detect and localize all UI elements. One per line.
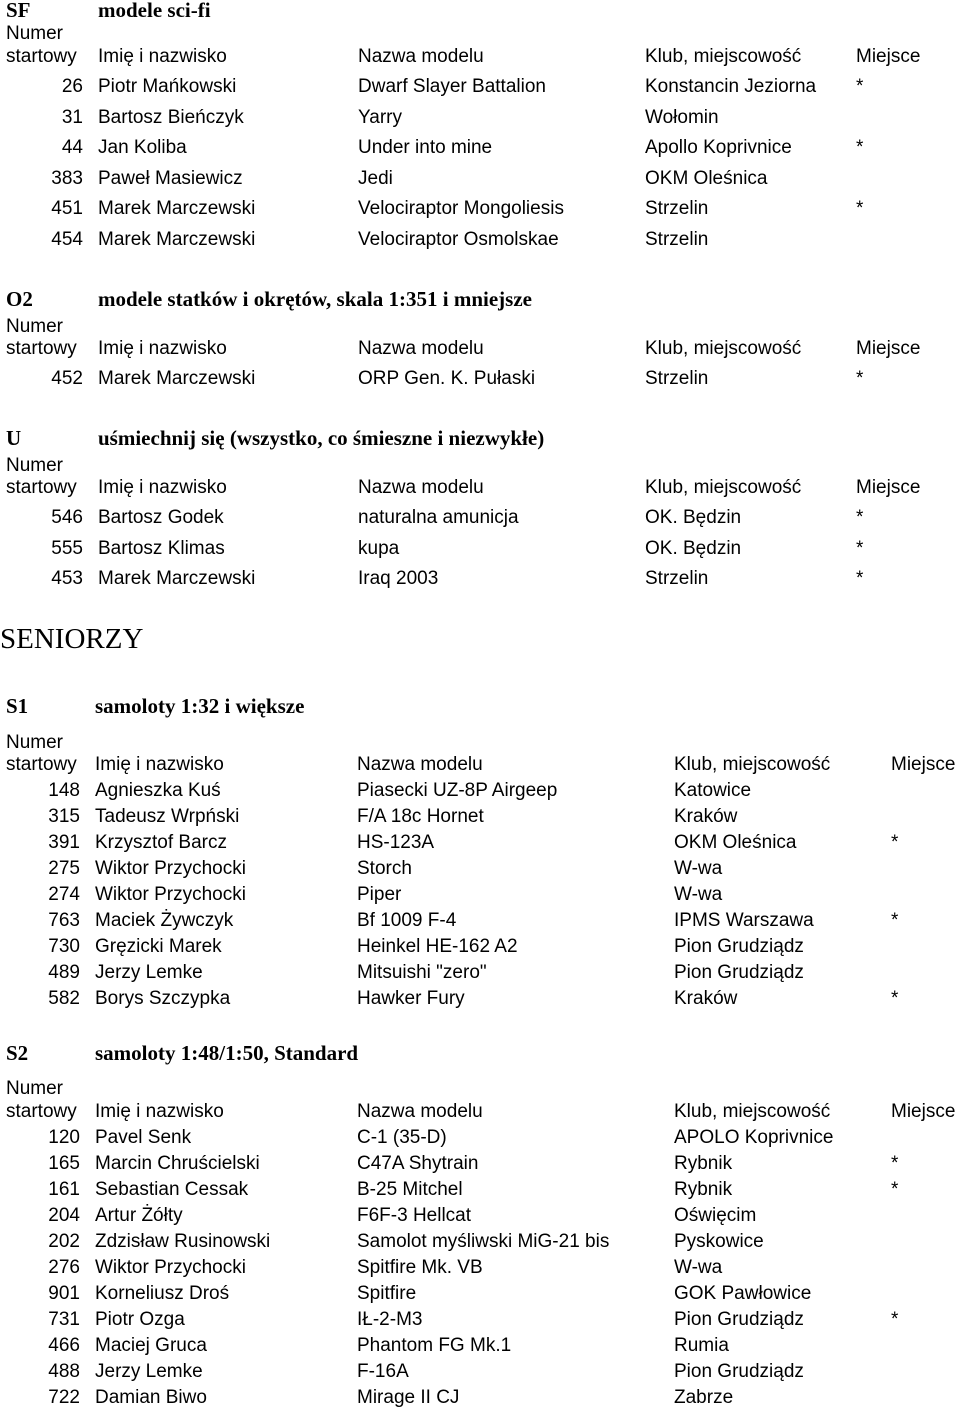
model-name: Phantom FG Mk.1 bbox=[357, 1335, 512, 1356]
model-name: naturalna amunicja bbox=[358, 507, 519, 528]
table-row bbox=[0, 1150, 960, 1178]
header-place: Miejsce bbox=[856, 477, 921, 498]
participant-name: Bartosz Godek bbox=[98, 507, 224, 528]
start-number: 383 bbox=[51, 167, 83, 189]
place-mark: * bbox=[856, 537, 864, 559]
header-place: Miejsce bbox=[891, 1101, 956, 1122]
model-name: Spitfire Mk. VB bbox=[357, 1257, 483, 1278]
header-place: Miejsce bbox=[856, 338, 921, 359]
start-number: 452 bbox=[51, 368, 83, 389]
model-name: Velociraptor Osmolskae bbox=[358, 229, 559, 250]
club-location: Wołomin bbox=[645, 106, 719, 128]
participant-name: Piotr Mańkowski bbox=[98, 76, 237, 97]
start-number: 488 bbox=[48, 1361, 80, 1382]
place-mark: * bbox=[856, 198, 864, 220]
participant-name: Bartosz Bieńczyk bbox=[98, 106, 244, 128]
category-title: samoloty 1:48/1:50, Standard bbox=[95, 1041, 359, 1065]
club-location: Pion Grudziądz bbox=[674, 936, 804, 957]
table-row bbox=[0, 226, 960, 254]
table-row bbox=[0, 365, 960, 393]
header-startowy: startowy bbox=[6, 46, 77, 67]
start-number: 161 bbox=[48, 1179, 80, 1200]
header-name: Imię i nazwisko bbox=[98, 46, 227, 67]
participant-name: Zdzisław Rusinowski bbox=[95, 1231, 271, 1252]
place-mark: * bbox=[856, 76, 864, 97]
header-name: Imię i nazwisko bbox=[95, 1101, 224, 1122]
table-row bbox=[0, 73, 960, 101]
place-mark: * bbox=[891, 832, 899, 853]
participant-name: Pavel Senk bbox=[95, 1127, 192, 1148]
model-name: C-1 (35-D) bbox=[357, 1127, 447, 1148]
place-mark: * bbox=[856, 368, 864, 389]
club-location: Rybnik bbox=[674, 1153, 733, 1174]
club-location: OK. Będzin bbox=[645, 537, 742, 559]
start-number: 763 bbox=[48, 910, 80, 931]
model-name: Jedi bbox=[358, 167, 393, 189]
header-startowy: startowy bbox=[6, 754, 77, 775]
club-location: Strzelin bbox=[645, 198, 709, 220]
participant-name: Maciek Żywczyk bbox=[95, 910, 234, 931]
club-location: Pion Grudziądz bbox=[674, 962, 804, 983]
participant-name: Paweł Masiewicz bbox=[98, 167, 243, 189]
table-row bbox=[0, 165, 960, 193]
model-name: B-25 Mitchel bbox=[357, 1179, 463, 1200]
participant-name: Wiktor Przychocki bbox=[95, 884, 246, 905]
header-model: Nazwa modelu bbox=[358, 477, 484, 498]
start-number: 26 bbox=[61, 76, 83, 97]
participant-name: Wiktor Przychocki bbox=[95, 1257, 246, 1278]
table-row bbox=[0, 1254, 960, 1282]
table-row bbox=[0, 907, 960, 935]
model-name: ORP Gen. K. Pułaski bbox=[358, 368, 536, 389]
model-name: F/A 18c Hornet bbox=[357, 806, 484, 827]
start-number: 202 bbox=[48, 1231, 80, 1252]
header-numer-label: Numer bbox=[6, 732, 64, 753]
start-number: 275 bbox=[48, 858, 80, 879]
model-name: Storch bbox=[357, 858, 412, 879]
participant-name: Tadeusz Wrpński bbox=[95, 806, 240, 827]
header-club: Klub, miejscowość bbox=[645, 46, 802, 67]
participant-name: Damian Biwo bbox=[95, 1387, 207, 1408]
model-name: Spitfire bbox=[357, 1283, 417, 1304]
model-name: IŁ-2-M3 bbox=[357, 1309, 423, 1330]
column-header-row bbox=[0, 474, 960, 502]
model-name: Bf 1009 F-4 bbox=[357, 910, 457, 931]
club-location: Strzelin bbox=[645, 368, 709, 389]
table-row bbox=[0, 803, 960, 831]
start-number: 730 bbox=[48, 936, 80, 957]
header-place: Miejsce bbox=[891, 754, 956, 775]
start-number: 489 bbox=[48, 962, 80, 983]
column-header-row bbox=[0, 335, 960, 363]
header-club: Klub, miejscowość bbox=[674, 754, 831, 775]
start-number: 546 bbox=[51, 507, 83, 528]
model-name: Iraq 2003 bbox=[358, 568, 439, 590]
club-location: APOLO Koprivnice bbox=[674, 1127, 834, 1148]
place-mark: * bbox=[856, 568, 864, 590]
club-location: Rybnik bbox=[674, 1179, 733, 1200]
table-row bbox=[0, 1358, 960, 1386]
participant-name: Krzysztof Barcz bbox=[95, 832, 227, 853]
club-location: OKM Oleśnica bbox=[674, 832, 797, 853]
model-name: Samolot myśliwski MiG-21 bis bbox=[357, 1231, 610, 1252]
column-header-row bbox=[0, 1098, 960, 1126]
club-location: Oświęcim bbox=[674, 1205, 757, 1226]
header-name: Imię i nazwisko bbox=[95, 754, 224, 775]
start-number: 722 bbox=[48, 1387, 80, 1408]
table-row bbox=[0, 855, 960, 883]
place-mark: * bbox=[856, 137, 864, 159]
model-name: HS-123A bbox=[357, 832, 435, 853]
club-location: Pion Grudziądz bbox=[674, 1361, 804, 1382]
start-number: 731 bbox=[48, 1309, 80, 1330]
start-number: 315 bbox=[48, 806, 80, 827]
place-mark: * bbox=[891, 1179, 899, 1200]
participant-name: Marcin Chruścielski bbox=[95, 1153, 260, 1174]
start-number: 391 bbox=[48, 832, 80, 853]
table-row bbox=[0, 1202, 960, 1230]
category-code: U bbox=[6, 426, 22, 450]
place-mark: * bbox=[891, 988, 899, 1009]
participant-name: Korneliusz Droś bbox=[95, 1283, 230, 1304]
start-number: 165 bbox=[48, 1153, 80, 1174]
column-header-row bbox=[0, 751, 960, 779]
category-title: uśmiechnij się (wszystko, co śmieszne i niezwykłe) bbox=[98, 426, 545, 450]
club-location: GOK Pawłowice bbox=[674, 1283, 812, 1304]
header-numer-label: Numer bbox=[6, 316, 64, 337]
start-number: 148 bbox=[48, 780, 80, 801]
participant-name: Maciej Gruca bbox=[95, 1335, 207, 1356]
category-title: modele statków i okrętów, skala 1:351 i mniejsze bbox=[98, 287, 532, 311]
start-number: 31 bbox=[61, 106, 83, 128]
participant-name: Jerzy Lemke bbox=[95, 962, 203, 983]
column-header-row bbox=[0, 43, 960, 71]
participant-name: Jan Koliba bbox=[98, 137, 187, 159]
start-number: 451 bbox=[51, 198, 83, 220]
category-code: SF bbox=[6, 0, 31, 22]
club-location: Konstancin Jeziorna bbox=[645, 76, 817, 97]
table-row bbox=[0, 1176, 960, 1204]
header-model: Nazwa modelu bbox=[358, 46, 484, 67]
participant-name: Marek Marczewski bbox=[98, 198, 256, 220]
header-startowy: startowy bbox=[6, 477, 77, 498]
start-number: 274 bbox=[48, 884, 80, 905]
table-row bbox=[0, 985, 960, 1013]
model-name: Velociraptor Mongoliesis bbox=[358, 198, 564, 220]
start-number: 453 bbox=[51, 568, 83, 590]
place-mark: * bbox=[891, 1309, 899, 1330]
club-location: Strzelin bbox=[645, 568, 709, 590]
start-number: 120 bbox=[48, 1127, 80, 1148]
club-location: Rumia bbox=[674, 1335, 729, 1356]
place-mark: * bbox=[891, 1153, 899, 1174]
table-row bbox=[0, 565, 960, 593]
club-location: W-wa bbox=[674, 1257, 723, 1278]
participant-name: Sebastian Cessak bbox=[95, 1179, 249, 1200]
participant-name: Piotr Ozga bbox=[95, 1309, 185, 1330]
seniorzy-heading: SENIORZY bbox=[0, 623, 144, 655]
table-row bbox=[0, 881, 960, 909]
header-numer-label: Numer bbox=[6, 1078, 64, 1099]
category-title: samoloty 1:32 i większe bbox=[95, 694, 305, 718]
club-location: Katowice bbox=[674, 780, 752, 801]
category-title: modele sci-fi bbox=[98, 0, 211, 22]
table-row bbox=[0, 504, 960, 532]
header-model: Nazwa modelu bbox=[358, 338, 484, 359]
table-row bbox=[0, 195, 960, 223]
header-place: Miejsce bbox=[856, 46, 921, 67]
header-model: Nazwa modelu bbox=[357, 1101, 483, 1122]
participant-name: Jerzy Lemke bbox=[95, 1361, 203, 1382]
category-code: S1 bbox=[6, 694, 29, 718]
club-location: W-wa bbox=[674, 884, 723, 905]
model-name: Piper bbox=[357, 884, 402, 905]
start-number: 466 bbox=[48, 1335, 80, 1356]
category-code: S2 bbox=[6, 1041, 29, 1065]
category-code: O2 bbox=[6, 287, 33, 311]
participant-name: Marek Marczewski bbox=[98, 568, 256, 590]
header-name: Imię i nazwisko bbox=[98, 338, 227, 359]
participant-name: Artur Żółty bbox=[95, 1205, 183, 1226]
header-club: Klub, miejscowość bbox=[674, 1101, 831, 1122]
start-number: 276 bbox=[48, 1257, 80, 1278]
club-location: Pyskowice bbox=[674, 1231, 764, 1252]
club-location: Pion Grudziądz bbox=[674, 1309, 804, 1330]
participant-name: Borys Szczypka bbox=[95, 988, 231, 1009]
header-club: Klub, miejscowość bbox=[645, 338, 802, 359]
club-location: Kraków bbox=[674, 988, 738, 1009]
table-row bbox=[0, 1306, 960, 1334]
participant-name: Bartosz Klimas bbox=[98, 537, 225, 559]
table-row bbox=[0, 1384, 960, 1412]
model-name: Piasecki UZ-8P Airgeep bbox=[357, 780, 558, 801]
table-row bbox=[0, 104, 960, 132]
place-mark: * bbox=[891, 910, 899, 931]
table-row bbox=[0, 134, 960, 162]
header-numer-label: Numer bbox=[6, 455, 64, 476]
table-row bbox=[0, 777, 960, 805]
model-name: F-16A bbox=[357, 1361, 409, 1382]
header-numer-label: Numer bbox=[6, 23, 64, 44]
club-location: OKM Oleśnica bbox=[645, 167, 768, 189]
start-number: 901 bbox=[48, 1283, 80, 1304]
header-startowy: startowy bbox=[6, 1101, 77, 1122]
model-name: F6F-3 Hellcat bbox=[357, 1205, 472, 1226]
start-number: 454 bbox=[51, 229, 83, 250]
club-location: Kraków bbox=[674, 806, 738, 827]
model-name: Mirage II CJ bbox=[357, 1387, 460, 1408]
table-row bbox=[0, 1332, 960, 1360]
participant-name: Marek Marczewski bbox=[98, 229, 256, 250]
place-mark: * bbox=[856, 507, 864, 528]
table-row bbox=[0, 1124, 960, 1152]
start-number: 582 bbox=[48, 988, 80, 1009]
model-name: Under into mine bbox=[358, 137, 493, 159]
start-number: 44 bbox=[61, 137, 83, 159]
table-row bbox=[0, 1280, 960, 1308]
participant-name: Marek Marczewski bbox=[98, 368, 256, 389]
club-location: W-wa bbox=[674, 858, 723, 879]
header-startowy: startowy bbox=[6, 338, 77, 359]
club-location: Zabrze bbox=[674, 1387, 734, 1408]
table-row bbox=[0, 933, 960, 961]
model-name: Mitsuishi "zero" bbox=[357, 962, 487, 983]
model-name: kupa bbox=[358, 537, 400, 559]
start-number: 555 bbox=[51, 537, 83, 559]
model-name: Hawker Fury bbox=[357, 988, 465, 1009]
model-name: Yarry bbox=[358, 106, 402, 128]
header-name: Imię i nazwisko bbox=[98, 477, 227, 498]
model-name: C47A Shytrain bbox=[357, 1153, 479, 1174]
participant-name: Wiktor Przychocki bbox=[95, 858, 246, 879]
participant-name: Agnieszka Kuś bbox=[95, 780, 221, 801]
club-location: OK. Będzin bbox=[645, 507, 742, 528]
table-row bbox=[0, 959, 960, 987]
club-location: IPMS Warszawa bbox=[674, 910, 814, 931]
club-location: Apollo Koprivnice bbox=[645, 137, 792, 159]
club-location: Strzelin bbox=[645, 229, 709, 250]
header-club: Klub, miejscowość bbox=[645, 477, 802, 498]
header-model: Nazwa modelu bbox=[357, 754, 483, 775]
model-name: Dwarf Slayer Battalion bbox=[358, 76, 546, 97]
table-row bbox=[0, 535, 960, 563]
model-name: Heinkel HE-162 A2 bbox=[357, 936, 518, 957]
table-row bbox=[0, 829, 960, 857]
participant-name: Gręzicki Marek bbox=[95, 936, 222, 957]
table-row bbox=[0, 1228, 960, 1256]
start-number: 204 bbox=[48, 1205, 80, 1226]
